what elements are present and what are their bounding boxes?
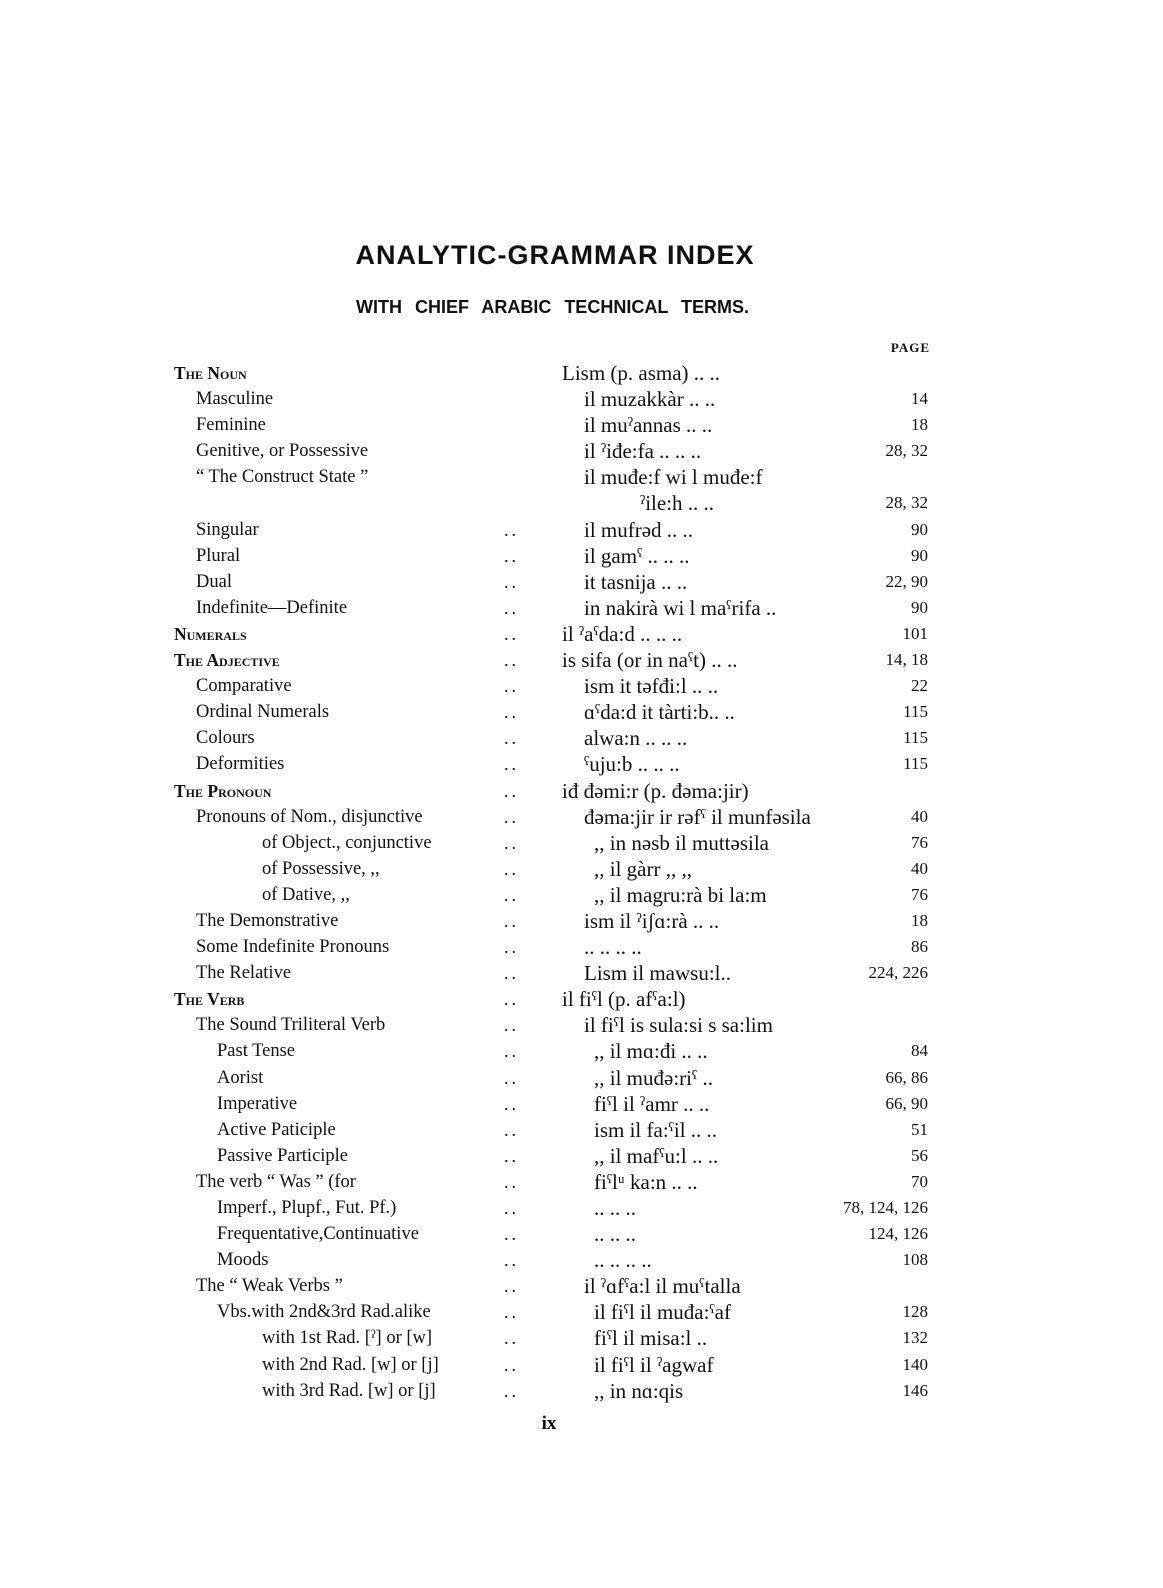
index-row (0, 1038, 1163, 1064)
page-number: 84 (911, 1041, 928, 1061)
arabic-term: ,, il mafˁu:l .. .. (594, 1143, 719, 1168)
index-row (0, 856, 1163, 882)
index-row (0, 1091, 1163, 1117)
leader-dots: .. (504, 910, 519, 931)
index-row (0, 647, 1163, 673)
english-term: Imperf., Plupf., Fut. Pf.) (217, 1198, 397, 1218)
english-term: Vbs.with 2nd&3rd Rad.alike (217, 1302, 431, 1323)
english-term: Numerals (174, 623, 247, 644)
arabic-term: ,, il gàrr ,, ,, (594, 856, 692, 881)
leader-dots: .. (504, 1250, 519, 1271)
arabic-term: đəma:jir ir rəfˁ il munfəsila (584, 804, 811, 829)
index-row (0, 569, 1163, 595)
arabic-term: ˁuju:b .. .. .. (584, 752, 680, 777)
arabic-term: ɑˁda:d it tàrti:b.. .. (584, 700, 735, 725)
arabic-term: il ˀaˁda:d .. .. .. (562, 621, 683, 646)
arabic-term: il ˀɑfˁa:l il muˁtalla (584, 1274, 741, 1299)
index-row (0, 1065, 1163, 1091)
index-row (0, 595, 1163, 621)
english-term: “ The Construct State ” (196, 467, 369, 488)
leader-dots: .. (504, 963, 519, 984)
english-term: Dual (196, 571, 232, 592)
index-row (0, 908, 1163, 934)
page-number: 115 (903, 728, 928, 748)
page-number: 18 (911, 910, 928, 930)
english-term: Aorist (217, 1067, 264, 1088)
index-row (0, 673, 1163, 699)
index-row (0, 412, 1163, 438)
arabic-term: .. .. .. (594, 1222, 636, 1247)
leader-dots: .. (504, 1145, 519, 1166)
leader-dots: .. (504, 1067, 519, 1088)
english-term: Indefinite—Definite (196, 597, 348, 618)
english-term: of Dative, ,, (262, 884, 350, 905)
english-term: Passive Participle (217, 1145, 349, 1166)
leader-dots: .. (504, 1119, 519, 1140)
arabic-term: is sifa (or in naˁt) .. .. (562, 648, 738, 673)
page-number: 101 (902, 623, 928, 643)
english-term: with 1st Rad. [ˀ] or [w] (262, 1328, 433, 1349)
english-term: Genitive, or Possessive (196, 441, 369, 462)
arabic-term: il gamˁ .. .. .. (584, 543, 690, 568)
leader-dots: .. (504, 1041, 519, 1062)
page-number: 40 (911, 858, 928, 878)
index-row (0, 882, 1163, 908)
english-term: The Relative (196, 963, 292, 984)
arabic-term: ,, il magru:rà bi la:m (594, 882, 767, 907)
arabic-term: .. .. .. (594, 1196, 636, 1220)
english-term: Past Tense (217, 1041, 296, 1062)
leader-dots: .. (504, 1380, 519, 1401)
english-term: Plural (196, 545, 241, 566)
index-row (0, 1012, 1163, 1038)
page-number: 128 (902, 1302, 928, 1322)
page-number: 115 (903, 754, 928, 774)
index-row (0, 1352, 1163, 1378)
page-number: 90 (911, 519, 928, 539)
arabic-term: it tasnija .. .. (584, 569, 688, 594)
leader-dots: .. (504, 676, 519, 697)
arabic-term: ,, il muđə:riˁ .. (594, 1065, 713, 1090)
index-table (0, 360, 1163, 1404)
page-number: 86 (911, 937, 928, 957)
arabic-term: Lism (p. asma) .. .. (562, 361, 721, 385)
arabic-term: il fiˁl il muđa:ˁaf (594, 1300, 731, 1325)
arabic-term: ism il ˀiʃɑ:rà .. .. (584, 908, 720, 933)
page-number: 90 (911, 597, 928, 617)
english-term: Moods (217, 1250, 269, 1271)
english-term: The Demonstrative (196, 910, 339, 931)
index-row (0, 517, 1163, 543)
leader-dots: .. (504, 937, 519, 958)
arabic-term: il muđe:f wi l muđe:f (584, 465, 763, 490)
leader-dots: .. (504, 832, 519, 853)
index-row (0, 986, 1163, 1012)
leader-dots: .. (504, 780, 519, 801)
index-row (0, 464, 1163, 490)
index-row (0, 934, 1163, 960)
index-row (0, 960, 1163, 986)
english-term: The Verb (174, 989, 245, 1010)
english-term: Comparative (196, 676, 292, 697)
index-row (0, 725, 1163, 751)
arabic-term: il ˀiđe:fa .. .. .. (584, 439, 702, 464)
english-term: Pronouns of Nom., disjunctive (196, 806, 423, 827)
arabic-term: fiˁl il misa:l .. (594, 1326, 708, 1351)
index-row (0, 1273, 1163, 1299)
index-row (0, 360, 1163, 386)
english-term: Imperative (217, 1093, 298, 1114)
english-term: of Possessive, ,, (262, 858, 380, 879)
english-term: Feminine (196, 415, 266, 436)
index-row (0, 543, 1163, 569)
english-term: Deformities (196, 754, 285, 775)
page-number: 132 (902, 1328, 928, 1348)
arabic-term: il fiˁl (p. afˁa:l) (562, 987, 686, 1012)
english-term: with 3rd Rad. [w] or [j] (262, 1380, 436, 1401)
arabic-term: il muˀannas .. .. (584, 413, 713, 438)
leader-dots: .. (504, 1302, 519, 1323)
index-row (0, 438, 1163, 464)
leader-dots: .. (504, 806, 519, 827)
page-title: ANALYTIC-GRAMMAR INDEX (355, 240, 755, 270)
page-number: 18 (911, 415, 928, 435)
arabic-term: il fiˁl is sula:si s sa:lim (584, 1013, 773, 1038)
leader-dots: .. (504, 989, 519, 1010)
leader-dots: .. (504, 1093, 519, 1114)
page-number: 14, 18 (885, 650, 928, 670)
page-number: 146 (902, 1380, 928, 1400)
leader-dots: .. (504, 1198, 519, 1218)
page-number: 224, 226 (868, 963, 928, 983)
leader-dots: .. (504, 545, 519, 566)
english-term: Masculine (196, 389, 274, 410)
index-row (0, 804, 1163, 830)
index-row (0, 1378, 1163, 1404)
page-number: 66, 86 (885, 1067, 928, 1087)
english-term: Singular (196, 519, 259, 540)
arabic-term: ,, in nɑ:qis (594, 1378, 684, 1403)
page-number: 78, 124, 126 (843, 1198, 928, 1217)
index-row (0, 1247, 1163, 1273)
index-row (0, 830, 1163, 856)
index-row (0, 1169, 1163, 1195)
index-row (0, 1325, 1163, 1351)
page-number: 51 (911, 1119, 928, 1139)
leader-dots: .. (504, 728, 519, 749)
leader-dots: .. (504, 754, 519, 775)
leader-dots: .. (504, 1354, 519, 1375)
leader-dots: .. (504, 884, 519, 905)
english-term: Colours (196, 728, 255, 749)
page-subtitle: WITH CHIEF ARABIC TECHNICAL TERMS. (356, 297, 749, 317)
page-number: 56 (911, 1145, 928, 1165)
english-term: Frequentative,Continuative (217, 1224, 419, 1245)
page-number: 66, 90 (885, 1093, 928, 1113)
arabic-term: .. .. .. .. (584, 935, 642, 960)
page-number: 140 (902, 1354, 928, 1374)
arabic-term: ˀile:h .. .. (640, 491, 715, 516)
page-number: 115 (903, 702, 928, 722)
english-term: Active Paticiple (217, 1119, 336, 1140)
english-term: with 2nd Rad. [w] or [j] (262, 1354, 439, 1375)
page-column-label: PAGE (890, 340, 930, 355)
leader-dots: .. (504, 650, 519, 671)
page-number: 108 (902, 1250, 928, 1270)
page-number: 14 (911, 389, 928, 409)
index-row (0, 1299, 1163, 1325)
leader-dots: .. (504, 519, 519, 540)
index-row (0, 1195, 1163, 1221)
arabic-term: fiˁlᵘ ka:n .. .. (594, 1169, 698, 1194)
page-number: 40 (911, 806, 928, 826)
index-row (0, 386, 1163, 412)
page-number: 76 (911, 832, 928, 852)
page-number: 22 (911, 676, 928, 696)
leader-dots: .. (504, 1015, 519, 1036)
arabic-term: iđ đəmi:r (p. đəma:jir) (562, 778, 749, 803)
page-number: 28, 32 (885, 441, 928, 461)
arabic-term: ,, in nəsb il muttəsila (594, 830, 769, 855)
english-term: The Noun (174, 363, 247, 383)
arabic-term: ism il fa:ˁil .. .. (594, 1117, 718, 1142)
english-term: of Object., conjunctive (262, 832, 432, 853)
english-term: The Pronoun (174, 780, 272, 801)
english-term: The verb “ Was ” (for (196, 1171, 356, 1192)
index-row (0, 699, 1163, 725)
arabic-term: fiˁl il ˀamr .. .. (594, 1091, 710, 1116)
arabic-term: il mufrəd .. .. (584, 517, 694, 542)
english-term: Some Indefinite Pronouns (196, 937, 390, 958)
leader-dots: .. (504, 858, 519, 879)
leader-dots: .. (504, 597, 519, 618)
leader-dots: .. (504, 1328, 519, 1349)
arabic-term: il fiˁl il ˀagwaf (594, 1352, 714, 1377)
arabic-term: alwa:n .. .. .. (584, 726, 688, 751)
arabic-term: Lism il mawsu:l.. (584, 961, 731, 986)
index-row (0, 490, 1163, 516)
page-number: 22, 90 (885, 571, 928, 591)
page-number: 124, 126 (868, 1224, 928, 1244)
arabic-term: ,, il mɑ:đi .. .. (594, 1039, 708, 1064)
arabic-term: .. .. .. .. (594, 1248, 652, 1273)
leader-dots: .. (504, 1171, 519, 1192)
arabic-term: ism it təfđi:l .. .. (584, 674, 719, 699)
english-term: The Adjective (174, 650, 280, 671)
index-row (0, 751, 1163, 777)
english-term: Ordinal Numerals (196, 702, 330, 723)
arabic-term: il muzakkàr .. .. (584, 387, 716, 412)
page-number: 76 (911, 884, 928, 904)
arabic-term: in nakirà wi l maˁrifa .. (584, 595, 777, 620)
page-number: 28, 32 (885, 493, 928, 513)
index-row (0, 1117, 1163, 1143)
english-term: The Sound Triliteral Verb (196, 1015, 386, 1036)
index-row (0, 1143, 1163, 1169)
index-row (0, 778, 1163, 804)
leader-dots: .. (504, 702, 519, 723)
page-number: 90 (911, 545, 928, 565)
leader-dots: .. (504, 571, 519, 592)
english-term: The “ Weak Verbs ” (196, 1276, 343, 1297)
index-row (0, 1221, 1163, 1247)
leader-dots: .. (504, 623, 519, 644)
page-number: 70 (911, 1171, 928, 1191)
index-row (0, 621, 1163, 647)
folio-number: ix (541, 1413, 557, 1434)
leader-dots: .. (504, 1276, 519, 1297)
leader-dots: .. (504, 1224, 519, 1245)
